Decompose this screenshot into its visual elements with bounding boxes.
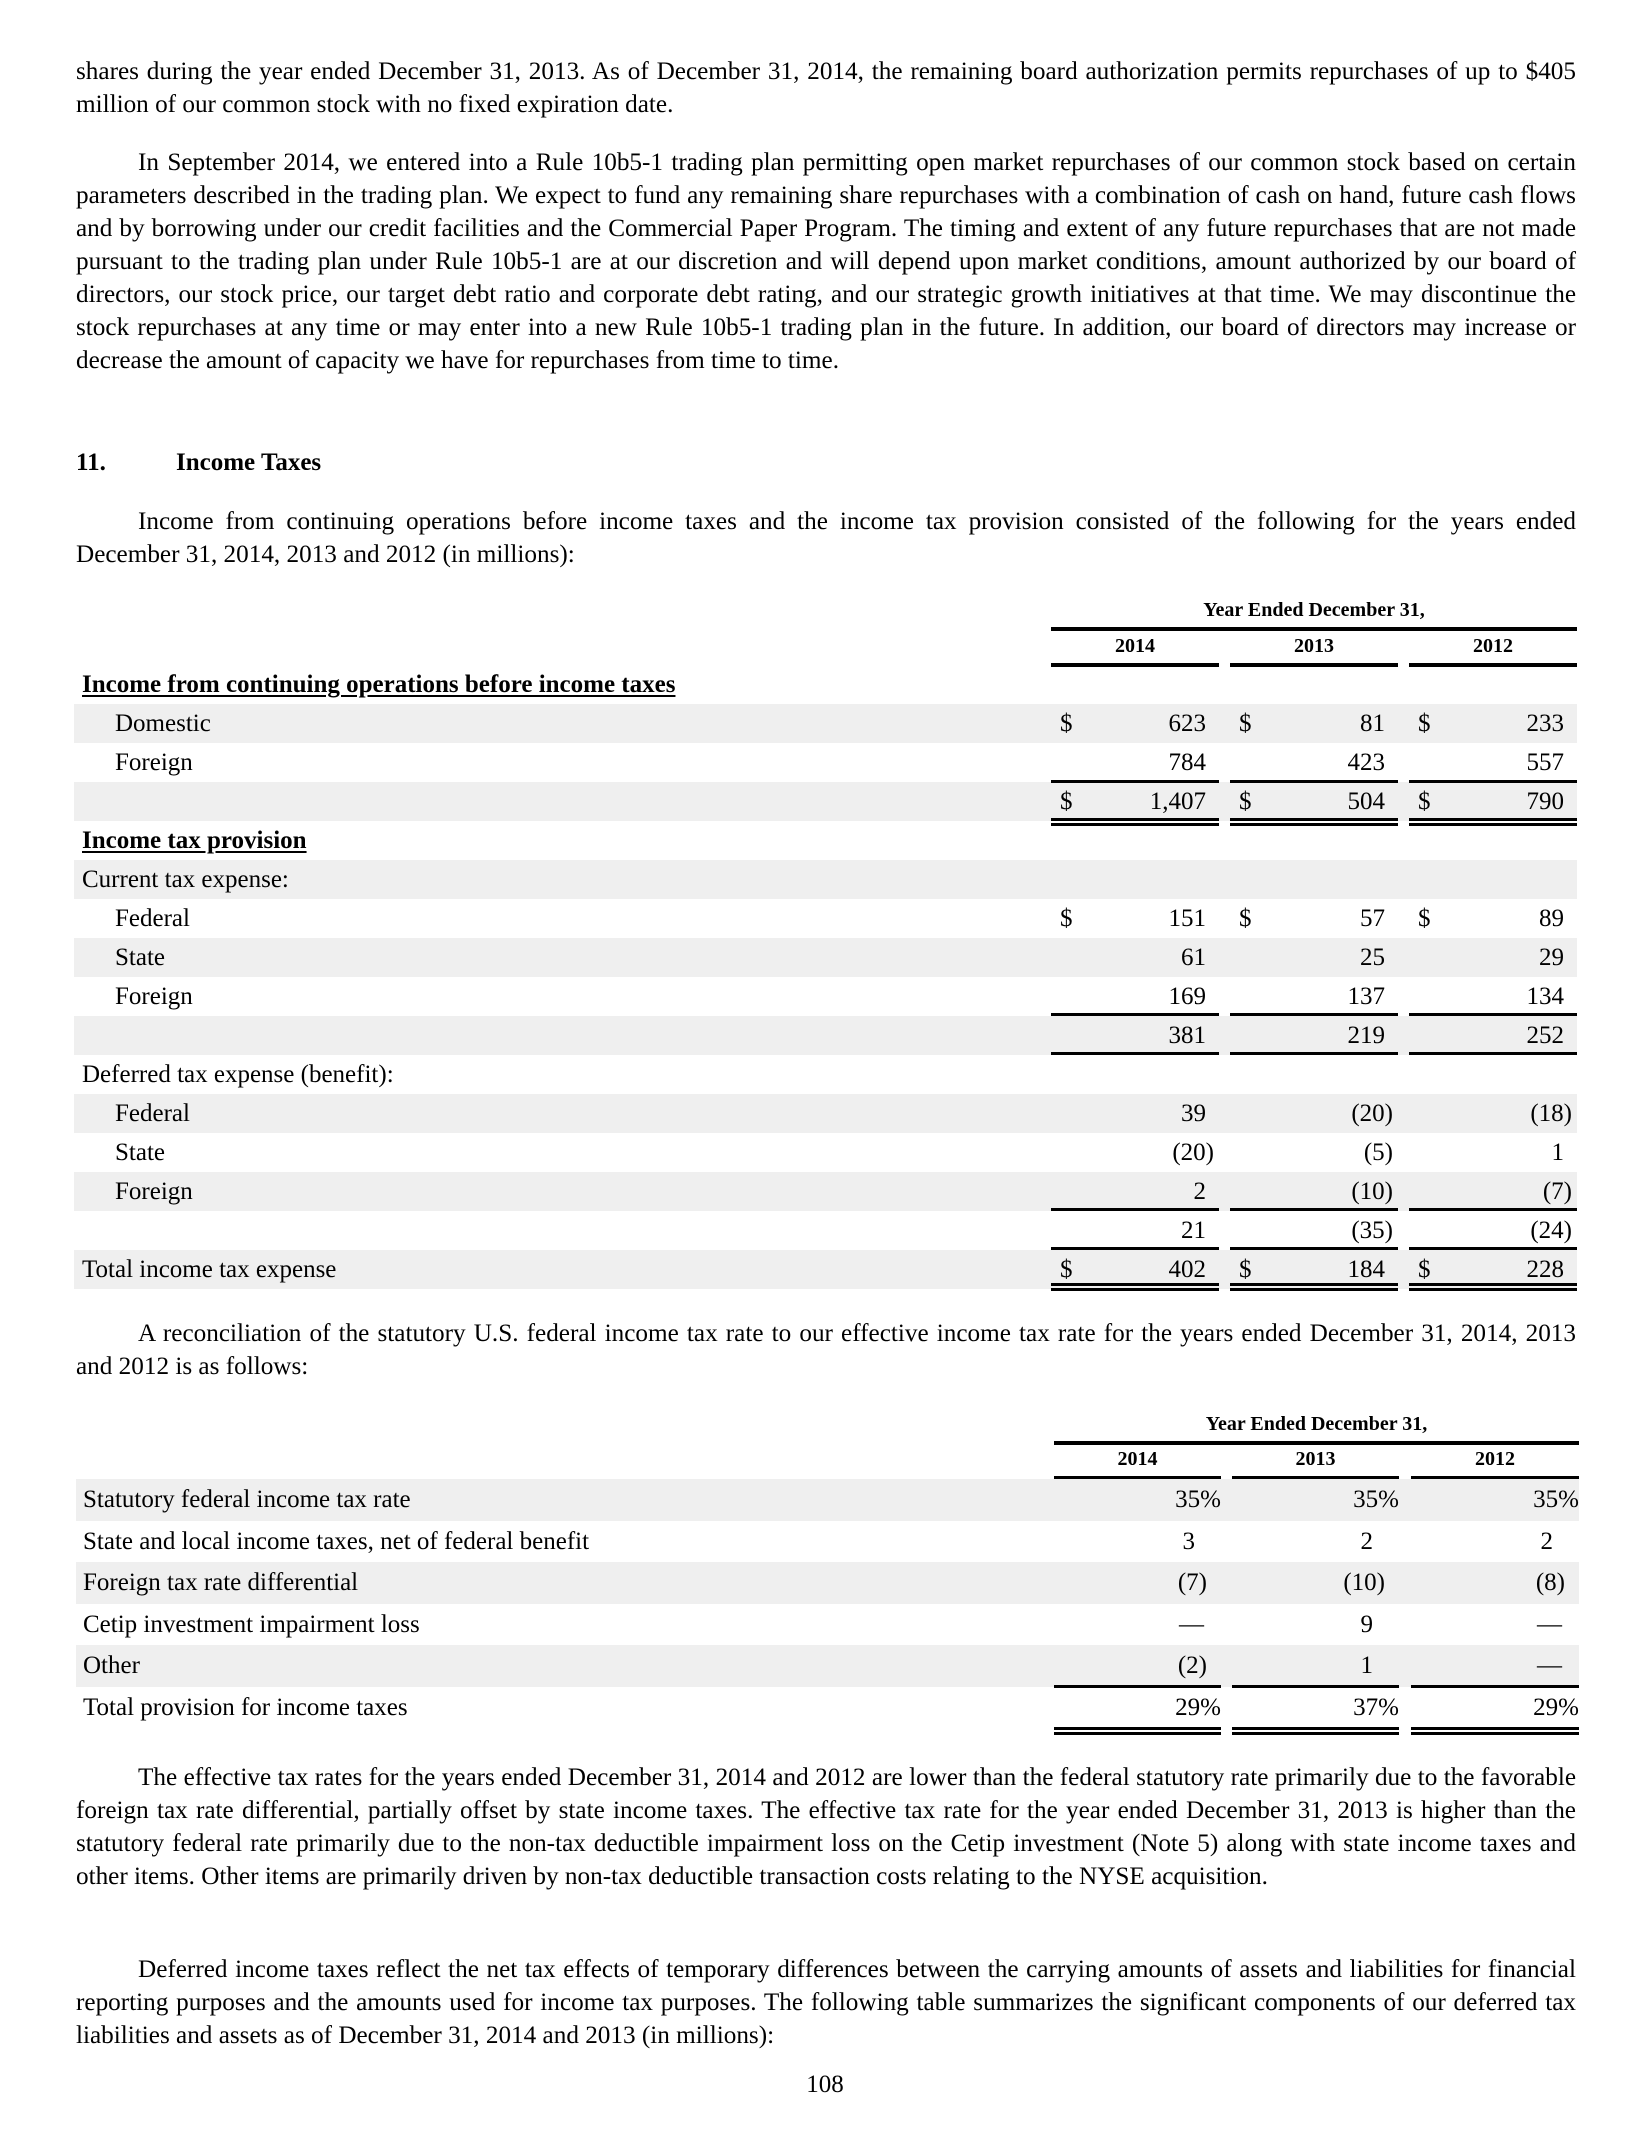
table-row: [74, 938, 1577, 977]
rate-cell-2013: 1: [1360, 1652, 1373, 1679]
rate-cell-2014: (7): [1177, 1569, 1207, 1596]
section-number: 11.: [76, 449, 106, 476]
currency-symbol: $: [1418, 1256, 1431, 1283]
subtotal-rule: [1230, 1013, 1398, 1016]
currency-symbol: $: [1060, 788, 1073, 815]
subtotal-rule: [1230, 1208, 1398, 1211]
table-row: [74, 1094, 1577, 1133]
value-cell-2014: 2: [1193, 1178, 1206, 1205]
table2-year-2013: 2013: [1295, 1448, 1336, 1470]
total-double-rule: [1230, 1283, 1398, 1291]
total-double-rule: [1409, 818, 1577, 826]
rate-cell-2014: 29%: [1175, 1693, 1221, 1721]
row-label: Current tax expense:: [82, 866, 289, 893]
currency-symbol: $: [1239, 788, 1252, 815]
value-cell-2012: 252: [1526, 1022, 1564, 1049]
subtotal-rule: [1409, 1208, 1577, 1211]
subtotal-rule: [1051, 1052, 1219, 1055]
subtotal-rule: [1051, 1013, 1219, 1016]
table-row: [74, 1055, 1577, 1094]
table-row: [74, 1133, 1577, 1172]
rate-cell-2014: 3: [1182, 1527, 1195, 1555]
rate-cell-2013: 37%: [1353, 1693, 1399, 1721]
total-double-rule: [1411, 1727, 1579, 1735]
rate-cell-2013: 2: [1360, 1527, 1373, 1555]
table2-year-2012: 2012: [1475, 1448, 1515, 1470]
table-row: [76, 1604, 1579, 1646]
value-cell-2013: 184: [1347, 1256, 1385, 1283]
subtotal-rule: [1409, 1052, 1577, 1055]
section-label: Income tax provision: [82, 827, 307, 854]
table1-year-2013: 2013: [1294, 635, 1334, 657]
table-row: [76, 1521, 1579, 1563]
value-cell-2014: 169: [1168, 983, 1206, 1010]
intro-paragraph-trading-plan: In September 2014, we entered into a Rule 10b5-1 trading plan permitting open market repurchases of our common stock based on certain parameters described in the trading plan. We expect to fund any remaining share repurchases with a combination of cash on hand, future cash flows and by borrowing under our credit facilities and the Commercial Paper Program. The timing and extent of any future repurchases that are not made pursuant to the trading plan under Rule 10b5-1 are at our discretion and will depend upon market conditions, amount authorized by our board of directors, our stock price, our target debt ratio and corporate debt rating, and our strategic growth initiatives at that time. We may discontinue the stock repurchases at any time or may enter into a new Rule 10b5-1 trading plan in the future. In addition, our board of directors may increase or decrease the amount of capacity we have for repurchases from time to time.: [76, 149, 1576, 374]
currency-symbol: $: [1060, 1256, 1073, 1283]
value-cell-2014: 623: [1168, 710, 1206, 737]
currency-symbol: $: [1239, 905, 1252, 932]
value-cell-2013: (35): [1351, 1217, 1393, 1244]
subtotal-rule: [1230, 1247, 1398, 1250]
rate-cell-2014: (2): [1177, 1652, 1207, 1679]
deferred-taxes-paragraph: Deferred income taxes reflect the net tax effects of temporary differences between the carrying amounts of assets and liabilities for financial reporting purposes and the amounts used for income tax purposes. The following table summarizes the significant components of our deferred tax liabilities and assets as of December 31, 2014 and 2013 (in millions):: [76, 1956, 1576, 2049]
currency-symbol: $: [1418, 788, 1431, 815]
subtotal-rule: [1051, 780, 1219, 783]
section-title: Income Taxes: [176, 449, 322, 476]
total-double-rule: [1051, 818, 1219, 826]
table-row: [74, 1016, 1577, 1055]
subtotal-rule: [1411, 1685, 1579, 1688]
rate-cell-2013: 35%: [1353, 1486, 1399, 1513]
table-row: [74, 821, 1577, 860]
rate-cell-2012: —: [1537, 1610, 1562, 1638]
row-label: State: [115, 944, 165, 971]
currency-symbol: $: [1418, 905, 1431, 932]
value-cell-2014: 381: [1168, 1022, 1206, 1049]
row-label: Total income tax expense: [82, 1256, 337, 1283]
table-row: [74, 1172, 1577, 1211]
table-row: [74, 860, 1577, 899]
value-cell-2012: 557: [1526, 749, 1564, 776]
row-label: Federal: [115, 905, 190, 932]
row-label: Foreign: [115, 983, 193, 1010]
row-label: Foreign tax rate differential: [83, 1569, 359, 1596]
table2-group-header: Year Ended December 31,: [1205, 1413, 1428, 1435]
currency-symbol: $: [1239, 1256, 1252, 1283]
value-cell-2013: 25: [1360, 944, 1385, 971]
currency-symbol: $: [1239, 710, 1252, 737]
value-cell-2012: (24): [1530, 1217, 1572, 1244]
table-row: [74, 782, 1577, 821]
subtotal-rule: [1230, 780, 1398, 783]
row-label: Other: [83, 1652, 140, 1679]
row-label: State and local income taxes, net of federal benefit: [83, 1527, 590, 1555]
table1-group-header: Year Ended December 31,: [1203, 599, 1425, 621]
value-cell-2014: (20): [1172, 1139, 1214, 1166]
row-label: Statutory federal income tax rate: [83, 1486, 411, 1513]
value-cell-2013: (5): [1363, 1139, 1393, 1166]
table-row: [74, 704, 1577, 743]
rate-cell-2014: 35%: [1175, 1486, 1221, 1513]
subtotal-rule: [1230, 1052, 1398, 1055]
table-row: [76, 1687, 1579, 1729]
value-cell-2012: 89: [1539, 905, 1564, 932]
value-cell-2013: 81: [1360, 710, 1385, 737]
intro-paragraph-continued: shares during the year ended December 31, 2013. As of December 31, 2014, the remaining board authorization permits repurchases of up to $405 million of our common stock with no fixed expiration date.: [76, 58, 1576, 118]
total-double-rule: [1051, 1283, 1219, 1291]
row-label: Deferred tax expense (benefit):: [82, 1061, 394, 1088]
value-cell-2013: (20): [1351, 1100, 1393, 1127]
total-double-rule: [1409, 1283, 1577, 1291]
table-row: [76, 1645, 1579, 1687]
table1-header-rule: [1051, 627, 1577, 631]
table-row: [74, 743, 1577, 782]
currency-symbol: $: [1418, 710, 1431, 737]
value-cell-2014: 39: [1181, 1100, 1206, 1127]
subtotal-rule: [1232, 1685, 1399, 1688]
table-row: [76, 1562, 1579, 1604]
rate-cell-2013: (10): [1343, 1569, 1385, 1596]
currency-symbol: $: [1060, 905, 1073, 932]
currency-symbol: $: [1060, 710, 1073, 737]
table2-year-2014: 2014: [1117, 1448, 1158, 1470]
rate-cell-2013: 9: [1360, 1610, 1373, 1638]
rate-cell-2012: 2: [1540, 1527, 1553, 1555]
total-double-rule: [1232, 1727, 1399, 1735]
subtotal-rule: [1051, 1247, 1219, 1250]
row-label: Federal: [115, 1100, 190, 1127]
table-row: [74, 977, 1577, 1016]
row-label: Foreign: [115, 1178, 193, 1205]
value-cell-2014: 21: [1181, 1217, 1206, 1244]
subtotal-rule: [1409, 1013, 1577, 1016]
table1-year-2012: 2012: [1473, 635, 1513, 657]
value-cell-2013: 219: [1347, 1022, 1385, 1049]
effective-rate-paragraph: The effective tax rates for the years ended December 31, 2014 and 2012 are lower than the federal statutory rate primarily due to the favorable foreign tax rate differential, partially offset by state income taxes. The effective tax rate for the year ended December 31, 2013 is higher than the statutory federal rate primarily due to the non-tax deductible impairment loss on the Cetip investment (Note 5) along with state income taxes and other items. Other items are primarily driven by non-tax deductible transaction costs relating to the NYSE acquisition.: [76, 1764, 1576, 1890]
section-intro-paragraph: Income from continuing operations before income taxes and the income tax provision consisted of the following for the years ended December 31, 2014, 2013 and 2012 (in millions):: [76, 508, 1576, 568]
value-cell-2013: 504: [1347, 788, 1385, 815]
rate-cell-2012: (8): [1535, 1569, 1565, 1596]
page-number: 108: [806, 2071, 844, 2098]
value-cell-2012: 29: [1539, 944, 1564, 971]
value-cell-2013: 423: [1347, 749, 1385, 776]
table-row: [74, 1211, 1577, 1250]
value-cell-2014: 61: [1181, 944, 1206, 971]
subtotal-rule: [1409, 780, 1577, 783]
subtotal-rule: [1051, 1208, 1219, 1211]
table2-header-rule: [1054, 1441, 1579, 1445]
value-cell-2012: (7): [1542, 1178, 1572, 1205]
value-cell-2013: (10): [1351, 1178, 1393, 1205]
subtotal-rule: [1409, 1247, 1577, 1250]
value-cell-2014: 151: [1168, 905, 1206, 932]
value-cell-2012: 1: [1551, 1139, 1564, 1166]
row-label: State: [115, 1139, 165, 1166]
rate-cell-2012: 29%: [1533, 1693, 1579, 1721]
total-double-rule: [1230, 818, 1398, 826]
row-label: Foreign: [115, 749, 193, 776]
rate-cell-2014: —: [1179, 1610, 1204, 1638]
value-cell-2014: 402: [1168, 1256, 1206, 1283]
value-cell-2012: 134: [1526, 983, 1564, 1010]
section-label: Income from continuing operations before income taxes: [82, 671, 676, 698]
table-row: [76, 1479, 1579, 1521]
value-cell-2013: 137: [1347, 983, 1385, 1010]
value-cell-2012: 790: [1526, 788, 1564, 815]
value-cell-2014: 784: [1168, 749, 1206, 776]
row-label: Cetip investment impairment loss: [83, 1610, 420, 1638]
rate-cell-2012: 35%: [1533, 1486, 1579, 1513]
row-label: Total provision for income taxes: [83, 1693, 408, 1721]
section-heading: [76, 446, 321, 479]
subtotal-rule: [1054, 1685, 1221, 1688]
rate-cell-2012: —: [1537, 1652, 1562, 1679]
value-cell-2013: 57: [1360, 905, 1385, 932]
reconciliation-intro-paragraph: A reconciliation of the statutory U.S. federal income tax rate to our effective income tax rate for the years ended December 31, 2014, 2013 and 2012 is as follows:: [76, 1320, 1576, 1380]
table1-year-2014: 2014: [1115, 635, 1155, 657]
table-row: [74, 665, 1577, 704]
table-row: [74, 899, 1577, 938]
value-cell-2012: (18): [1530, 1100, 1572, 1127]
value-cell-2012: 233: [1526, 710, 1564, 737]
total-double-rule: [1054, 1727, 1221, 1735]
value-cell-2014: 1,407: [1149, 788, 1206, 815]
value-cell-2012: 228: [1526, 1256, 1564, 1283]
row-label: Domestic: [115, 710, 211, 737]
